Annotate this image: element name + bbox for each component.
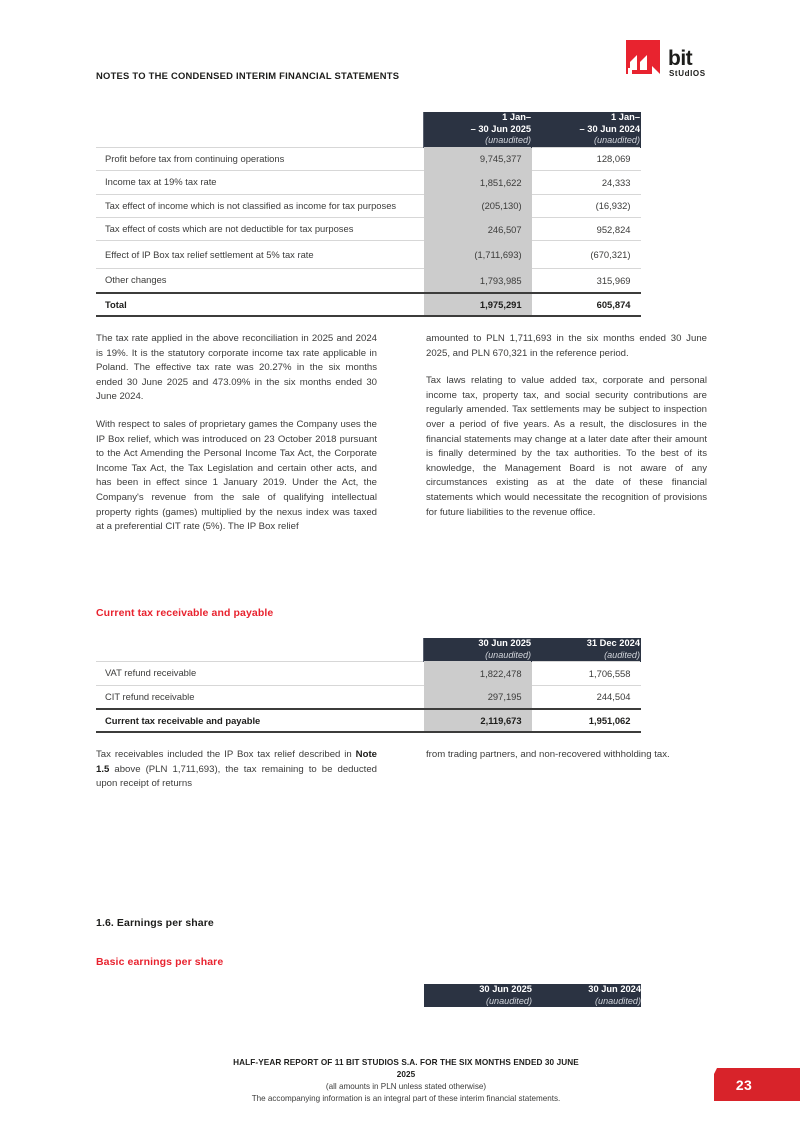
current-tax-table xyxy=(96,638,641,733)
basic-eps-table xyxy=(96,984,641,1007)
table-row xyxy=(96,269,641,293)
table-total-row xyxy=(96,293,641,316)
column-header-30jun2025 xyxy=(424,984,532,1007)
column-header-sub: (unaudited) xyxy=(485,995,532,1006)
svg-text:bit: bit xyxy=(668,47,693,70)
table-header-row xyxy=(96,984,641,1007)
column-header-line1: 1 Jan– xyxy=(502,112,532,122)
table-row xyxy=(96,171,641,194)
page-number: 23 xyxy=(735,1076,753,1093)
document-footer xyxy=(96,1057,716,1105)
row-value-2024: 128,069 xyxy=(532,147,641,170)
footer-amounts-note: (all amounts in PLN unless stated otherwise) xyxy=(325,1082,487,1091)
column-header-line1: 30 Jun 2025 xyxy=(479,984,532,994)
column-header-2024 xyxy=(532,112,641,147)
total-value-31dec2024: 1,951,062 xyxy=(532,709,641,732)
paragraph-ip-box-amount: amounted to PLN 1,711,693 in the six months ended 30 June 2025, and PLN 670,321 in the reference period. xyxy=(426,333,707,359)
paragraph-tax-rate: The tax rate applied in the above reconciliation in 2025 and 2024 is 19%. It is the statutory corporate income tax rate applicable in Poland. The effective tax rate was 20.27% in the six months ended 30 June 2025 and 473.09% in the six months ended 30 June 2024. xyxy=(96,333,377,403)
row-value-2024: 315,969 xyxy=(532,269,641,293)
tax-reconciliation-table xyxy=(96,112,641,317)
page-title: NOTES TO THE CONDENSED INTERIM FINANCIAL STATEMENTS xyxy=(96,70,400,81)
paragraph-ip-box: With respect to sales of proprietary games the Company uses the IP Box relief, which was introduced on 23 October 2018 pursuant to the Act Amending the Personal Income Tax Act, the Corporate Income Tax Act, the Tax Legislation and certain other acts, and has been in effect since 1 January 2019. Under the Act, the Company's revenue from the sale of qualifying intellectual property rights (games) multiplied by the nexus index was taxed at a preferential CIT rate (5%). The IP Box relief xyxy=(96,418,377,533)
header-spacer xyxy=(96,984,424,1007)
row-label: Other changes xyxy=(96,269,424,293)
receivables-note-right xyxy=(426,748,707,763)
table-total-row xyxy=(96,709,641,732)
body-text-left-column xyxy=(96,332,377,535)
logo-icon xyxy=(624,38,716,84)
column-header-sub: (audited) xyxy=(604,649,640,660)
row-value-2025: 9,745,377 xyxy=(424,147,532,170)
row-value-2024: (16,932) xyxy=(532,194,641,217)
column-header-line2: – 30 Jun 2025 xyxy=(470,123,532,134)
row-value-2025: (1,711,693) xyxy=(424,241,532,269)
column-header-sub: (unaudited) xyxy=(593,135,640,146)
table-row xyxy=(96,194,641,217)
row-label: Income tax at 19% tax rate xyxy=(96,171,424,194)
column-header-30jun2024 xyxy=(532,984,641,1007)
column-header-sub: (unaudited) xyxy=(594,995,641,1006)
header-spacer xyxy=(96,112,424,147)
row-value-31dec2024: 1,706,558 xyxy=(532,662,641,685)
total-label: Total xyxy=(96,293,424,316)
row-value-2025: (205,130) xyxy=(424,194,532,217)
section-heading-current-tax: Current tax receivable and payable xyxy=(96,607,274,619)
row-label: VAT refund receivable xyxy=(96,662,424,685)
paragraph-receivables-right: from trading partners, and non-recovered withholding tax. xyxy=(426,749,670,760)
table-header-row xyxy=(96,112,641,147)
table-row xyxy=(96,147,641,170)
row-value-30jun2025: 297,195 xyxy=(424,685,532,709)
column-header-sub: (unaudited) xyxy=(485,649,532,660)
document-header xyxy=(96,47,716,92)
section-heading-basic-eps: Basic earnings per share xyxy=(96,956,224,968)
page-number-badge xyxy=(714,1068,800,1101)
column-header-line1: 1 Jan– xyxy=(611,112,640,122)
column-header-31dec2024 xyxy=(532,638,641,662)
row-label: CIT refund receivable xyxy=(96,685,424,709)
body-text-right-column xyxy=(426,332,707,520)
row-value-30jun2025: 1,822,478 xyxy=(424,662,532,685)
total-label: Current tax receivable and payable xyxy=(96,709,424,732)
row-label: Tax effect of income which is not classified as income for tax purposes xyxy=(96,194,424,217)
row-label: Profit before tax from continuing operations xyxy=(96,147,424,170)
column-header-line2: – 30 Jun 2024 xyxy=(579,123,640,134)
row-value-2025: 1,851,622 xyxy=(424,171,532,194)
section-heading-earnings-per-share: 1.6. Earnings per share xyxy=(96,917,214,929)
table-row xyxy=(96,662,641,685)
row-value-2024: (670,321) xyxy=(532,241,641,269)
total-value-2024: 605,874 xyxy=(532,293,641,316)
total-value-30jun2025: 2,119,673 xyxy=(424,709,532,732)
paragraph-receivables-left: Tax receivables included the IP Box tax relief described in Note 1.5 above (PLN 1,711,693), the tax remaining to be deducted upon receipt of returns xyxy=(96,749,377,790)
table-row xyxy=(96,218,641,241)
row-value-2024: 24,333 xyxy=(532,171,641,194)
receivables-note-left xyxy=(96,748,377,792)
row-value-31dec2024: 244,504 xyxy=(532,685,641,709)
footer-report-title-line2: 2025 xyxy=(396,1069,416,1079)
header-spacer xyxy=(96,638,424,662)
row-value-2025: 1,793,985 xyxy=(424,269,532,293)
paragraph-tax-laws: Tax laws relating to value added tax, corporate and personal income tax, property tax, and social security contributions are regularly amended. Tax settlements may be subject to inspection over a period of five years. As a result, the disclosures in the financial statements may change at a later date after their amount is finally determined by the tax authorities. To the best of its knowledge, the Management Board is not aware of any circumstances existing as at the date of these financial statements which would necessitate the recognition of provisions for future liabilities to the revenue office. xyxy=(426,375,707,518)
table-row xyxy=(96,685,641,709)
row-value-2025: 246,507 xyxy=(424,218,532,241)
column-header-line1: 30 Jun 2025 xyxy=(478,638,532,648)
column-header-2025 xyxy=(424,112,532,147)
column-header-30jun2025 xyxy=(424,638,532,662)
column-header-sub: (unaudited) xyxy=(485,135,532,146)
table-header-row xyxy=(96,638,641,662)
table-row xyxy=(96,241,641,269)
total-value-2025: 1,975,291 xyxy=(424,293,532,316)
footer-report-title xyxy=(96,1057,716,1080)
column-header-line1: 30 Jun 2024 xyxy=(588,984,641,994)
row-value-2024: 952,824 xyxy=(532,218,641,241)
footer-report-title-line1: HALF-YEAR REPORT OF 11 BIT STUDIOS S.A. FOR THE SIX MONTHS ENDED 30 JUNE xyxy=(233,1058,579,1067)
column-header-line1: 31 Dec 2024 xyxy=(586,638,640,648)
footer-accompanying-note: The accompanying information is an integral part of these interim financial statements. xyxy=(251,1094,561,1103)
row-label: Tax effect of costs which are not deductible for tax purposes xyxy=(96,218,424,241)
11-bit-studios-logo xyxy=(624,38,716,84)
row-label: Effect of IP Box tax relief settlement at 5% tax rate xyxy=(96,241,424,269)
svg-text:StUdIOS: StUdIOS xyxy=(669,69,706,78)
